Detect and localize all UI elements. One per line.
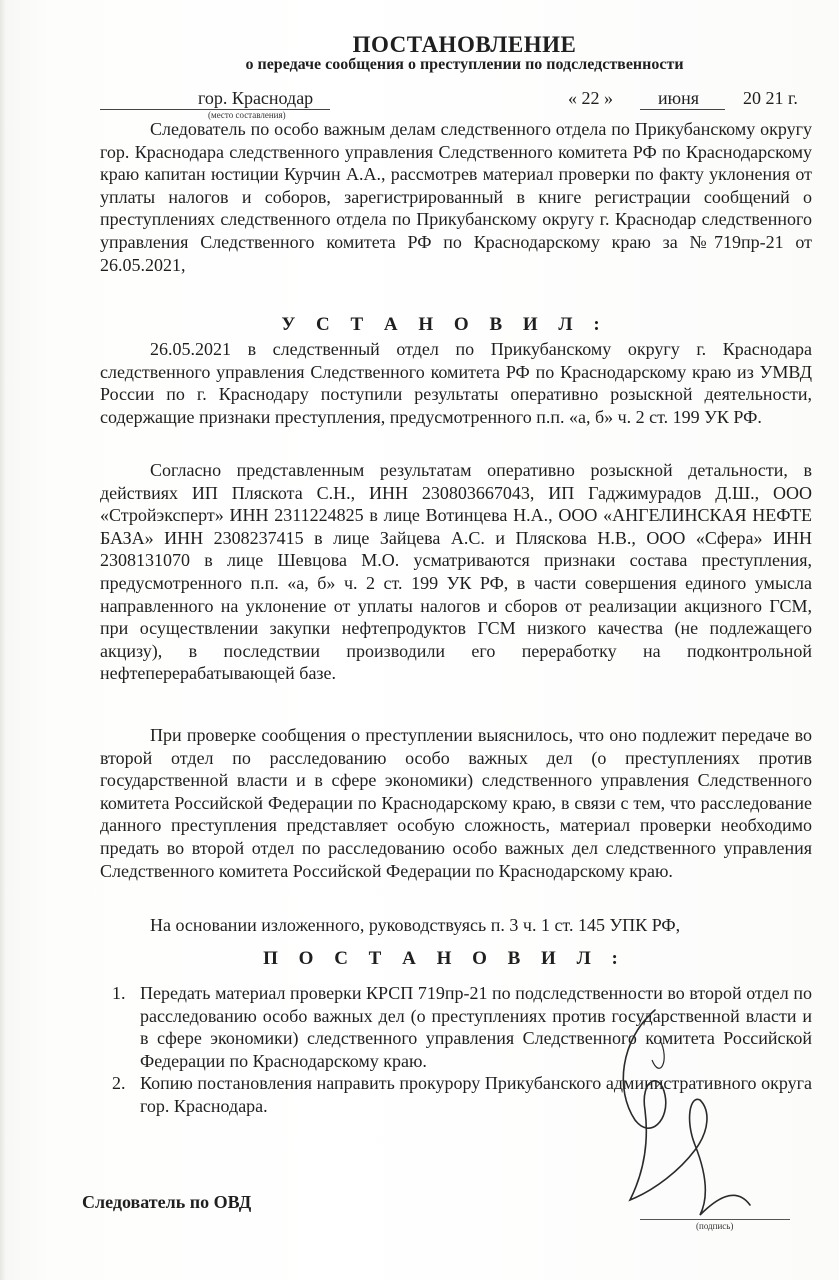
place-date-line xyxy=(100,88,800,118)
established-paragraph-4: На основании изложенного, руководствуясь п. 3 ч. 1 ст. 145 УПК РФ, xyxy=(150,915,681,935)
signature-caption: (подпись) xyxy=(696,1221,734,1231)
intro-paragraph: Следователь по особо важным делам следственного отдела по Прикубанскому округу гор. Краснодара следственного управления Следственного комитета РФ по Краснодарскому краю капитан юстиции Курчин А.А., рассмотрев материал проверки по факту уклонения от уплаты налогов и соборов, зарегистрированный в книге регистрации сообщений о преступлениях следственного отдела по Прикубанскому округу г. Краснодар следственного управления Следственного комитета РФ по Краснодарскому краю за №719пр-21 от 26.05.2021, xyxy=(100,119,812,275)
list-item-text: Копию постановления направить прокурору Прикубанского административного округа гор. Краснодара. xyxy=(140,1073,812,1116)
established-paragraph-1: 26.05.2021 в следственный отдел по Прикубанскому округу г. Краснодара следственного управления Следственного комитета РФ по Краснодарскому краю из УМВД России по г. Краснодару поступили результаты оперативно розыскной деятельности, содержащие признаки преступления, предусмотренного п.п. «а, б» ч. 2 ст. 199 УК РФ. xyxy=(100,339,812,427)
place-city: гор. Краснодар xyxy=(198,88,314,108)
date-day: « 22 » xyxy=(568,88,613,108)
list-item-number: 2. xyxy=(112,1073,126,1094)
established-heading: У С Т А Н О В И Л : xyxy=(281,314,608,335)
signature-line xyxy=(640,1219,790,1220)
date-year: 20 21 г. xyxy=(743,88,798,108)
established-paragraph-3: При проверке сообщения о преступлении выяснилось, что оно подлежит передаче во второй отдел по расследованию особо важных дел (о преступлениях против государственной власти и в сфере экономики) следственного управления Следственного комитета Российской Федерации по Краснодарскому краю, в связи с тем, что расследование данного преступления представляет особую сложность, материал проверки необходимо предать во второй отдел по расследованию особо важных дел следственного управления Следственного комитета Российской Федерации по Краснодарскому краю. xyxy=(100,725,812,881)
resolved-heading: П О С Т А Н О В И Л : xyxy=(263,948,626,969)
date-month: июня xyxy=(658,88,699,108)
signer-title: Следователь по ОВД xyxy=(82,1192,252,1212)
handwritten-signature xyxy=(560,1000,820,1230)
list-item-number: 1. xyxy=(112,983,126,1003)
document-title: ПОСТАНОВЛЕНИЕ xyxy=(352,32,577,57)
month-underline xyxy=(640,109,725,110)
established-paragraph-2: Согласно представленным результатам оперативно розыскной детальности, в действиях ИП Пляскота С.Н., ИНН 230803667043, ИП Гаджимурадов Д.Ш., ООО «Стройэксперт» ИНН 2311224825 в лице Вотинцева Н.А., ООО «АНГЕЛИНСКАЯ НЕФТЕ БАЗА» ИНН 2308237415 в лице Зайцева А.С. и Пляскова Н.В., ООО «Сфера» ИНН 2308131070 в лице Шевцова М.О. усматриваются признаки состава преступления, предусмотренного п.п. «а, б» ч. 2 ст. 199 УК РФ, в части совершения единого умысла направленного на уклонение от уплаты налогов и сборов от реализации акцизного ГСМ, при осуществлении закупки нефтепродуктов ГСМ низкого качества (не подлежащего акцизу), в последствии производили его переработку на подконтрольной нефтеперерабатывающей базе. xyxy=(100,460,812,684)
list-item-text: Передать материал проверки КРСП 719пр-21 по подследственности во второй отдел по расследованию особо важных дел (о преступлениях против государственной власти и в сфере экономики) следственного управления Следственного комитета Российской Федерации по Краснодарскому краю. xyxy=(140,983,812,1071)
document-subtitle: о передаче сообщения о преступлении по подследственности xyxy=(245,56,684,73)
place-caption: (место составления) xyxy=(208,110,286,120)
